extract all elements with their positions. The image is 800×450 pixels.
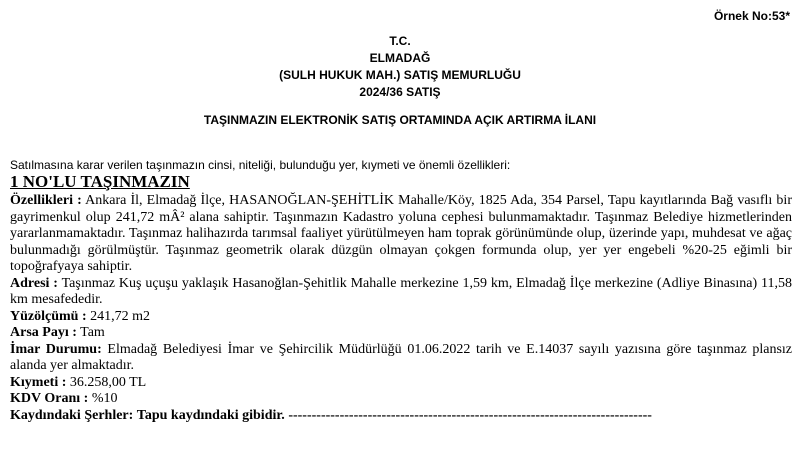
field-imar	[10, 342, 792, 375]
arsa-payi-value: Tam	[80, 325, 105, 340]
adresi-label: Adresi :	[10, 275, 58, 291]
header-line-case: 2024/36 SATIŞ	[359, 85, 441, 99]
kiymeti-value: 36.258,00 TL	[69, 374, 147, 390]
kiymeti-label: Kıymeti :	[10, 374, 67, 390]
arsa-payi-label: Arsa Payı :	[10, 325, 77, 340]
kdv-value: %10	[91, 391, 118, 406]
yuzolcumu-value: 241,72 m2	[90, 308, 151, 324]
kdv-label: KDV Oranı :	[10, 391, 89, 406]
header-line-city: ELMADAĞ	[369, 51, 431, 65]
field-arsa-payi	[10, 325, 792, 342]
field-yuzolcumu	[10, 309, 792, 326]
serhler-value: Tapu kaydındaki gibidir.	[136, 407, 285, 423]
example-number: Örnek No:53*	[713, 9, 790, 23]
section-title: 1 NO'LU TAŞINMAZIN	[10, 172, 190, 191]
field-ozellikleri	[10, 193, 792, 276]
field-kdv	[10, 391, 792, 408]
header-line-office: (SULH HUKUK MAH.) SATIŞ MEMURLUĞU	[279, 68, 521, 82]
serhler-label: Kaydındaki Şerhler:	[10, 407, 134, 423]
header-line-tc: T.C.	[389, 34, 411, 48]
notice-title: TAŞINMAZIN ELEKTRONİK SATIŞ ORTAMINDA AÇIK ARTIRMA İLANI	[203, 113, 597, 127]
ozellikleri-value: Ankara İl, Elmadağ İlçe, HASANOĞLAN-ŞEHİTLİK Mahalle/Köy, 1825 Ada, 354 Parsel, Tapu kayıtlarında Bağ vasıflı bir gayrimenkul olup 241,72 mÂ² alana sahiptir. Taşınmazın Kadastro yoluna cephesi bulunmamaktadır. Taşınmaz Belediye hizmetlerinden yararlanmamaktadır. Taşınmaz halihazırda tarımsal faaliyet yürütülmeyen ham toprak görünümünde olup, üzerinde yapı, muhdesat ve ağaç bulunmadığı görülmüştür. Taşınmaz geometrik olarak düzgün olmayan çokgen formunda olup, yer yer engebeli %20-25 eğimli bir topoğrafyaya sahiptir.	[10, 193, 792, 274]
serhler-dashes: ------------------------------------------------------------------------------	[288, 407, 652, 423]
yuzolcumu-label: Yüzölçümü :	[10, 308, 87, 324]
field-serhler	[10, 408, 792, 425]
adresi-value: Taşınmaz Kuş uçuşu yaklaşık Hasanoğlan-Şehitlik Mahalle merkezine 1,59 km, Elmadağ İlçe merkezine (Adliye Binasına) 11,58 km mesafededir.	[10, 275, 792, 307]
imar-value: Elmadağ Belediyesi İmar ve Şehircilik Müdürlüğü 01.06.2022 tarih ve E.14037 sayılı yazısına göre taşınmaz plansız alanda yer almaktadır.	[10, 341, 793, 373]
field-kiymeti	[10, 375, 792, 392]
ozellikleri-label: Özellikleri :	[10, 193, 82, 208]
field-adresi	[10, 276, 792, 309]
intro-text: Satılmasına karar verilen taşınmazın cinsi, niteliği, bulunduğu yer, kıymeti ve önemli özellikleri:	[10, 158, 511, 172]
imar-label: İmar Durumu:	[10, 341, 102, 357]
property-details	[10, 172, 792, 424]
